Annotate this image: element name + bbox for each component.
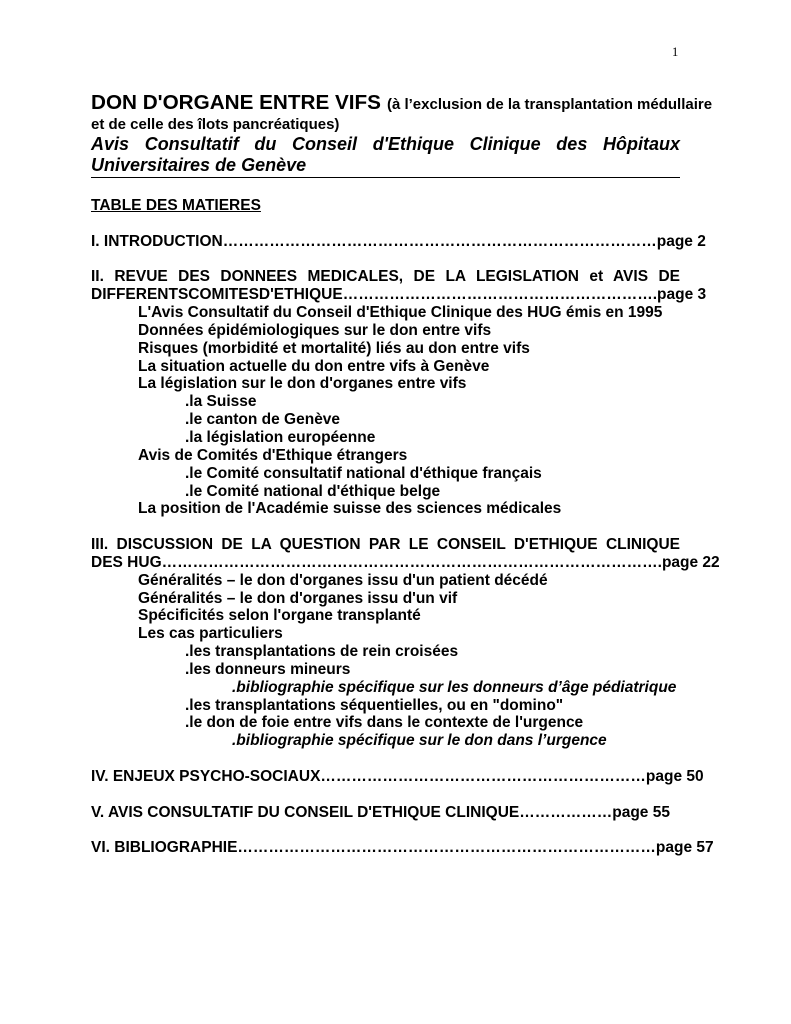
toc-subentry: La législation sur le don d'organes entre vifs bbox=[138, 375, 467, 393]
toc-entry-label: I. INTRODUCTION bbox=[91, 232, 223, 250]
toc-subentry: Généralités – le don d'organes issu d'un patient décédé bbox=[138, 571, 548, 589]
toc-subentry: Spécificités selon l'organe transplanté bbox=[138, 607, 421, 625]
toc-page-ref: page 2 bbox=[656, 232, 706, 250]
toc-entry-revue bbox=[91, 286, 707, 304]
toc-entry-label: DES HUG bbox=[91, 553, 162, 571]
toc-page-ref: page 55 bbox=[612, 803, 670, 821]
toc-entry-label: VI. BIBLIOGRAPHIE bbox=[91, 839, 238, 857]
toc-subsubentry: .le don de foie entre vifs dans le contexte de l'urgence bbox=[185, 714, 584, 732]
toc-entry-label: DIFFERENTSCOMITESD'ETHIQUE bbox=[91, 286, 343, 304]
toc-subentry: Avis de Comités d'Ethique étrangers bbox=[138, 446, 408, 464]
toc-page-ref: page 3 bbox=[657, 286, 707, 304]
document-header bbox=[91, 91, 713, 178]
toc-entry-introduction bbox=[91, 232, 706, 251]
toc-page-ref: page 22 bbox=[661, 553, 720, 571]
toc-leader: ……………………………………………………………………… bbox=[237, 839, 656, 857]
toc-entry-bibliographie bbox=[91, 839, 714, 857]
document-title: DON D'ORGANE ENTRE VIFS bbox=[91, 91, 381, 114]
toc-entry-discussion bbox=[91, 553, 720, 572]
toc-subentry: Les cas particuliers bbox=[138, 625, 283, 643]
toc-page-ref: page 50 bbox=[645, 768, 704, 785]
toc-subsubentry: .le Comité national d'éthique belge bbox=[185, 482, 441, 500]
toc-subsubentry: .le canton de Genève bbox=[185, 411, 341, 429]
toc-section-title: III. DISCUSSION DE LA QUESTION PAR LE CONSEIL D'ETHIQUE CLINIQUE bbox=[91, 536, 680, 554]
toc-entry-avis-consultatif bbox=[91, 804, 680, 822]
toc-heading: TABLE DES MATIERES bbox=[91, 197, 261, 214]
header-divider bbox=[91, 177, 680, 178]
toc-subentry: La situation actuelle du don entre vifs à Genève bbox=[138, 357, 490, 375]
toc-entry-label: IV. ENJEUX PSYCHO-SOCIAUX bbox=[91, 768, 321, 785]
toc-subsubentry: .les transplantations de rein croisées bbox=[185, 643, 459, 661]
title-row bbox=[91, 91, 713, 115]
toc-section-title: II. REVUE DES DONNEES MEDICALES, DE LA LEGISLATION et AVIS DE bbox=[91, 268, 680, 286]
document-subtitle: (à l’exclusion de la transplantation médullaire bbox=[386, 96, 713, 113]
toc-leader: ……………………………………………………………………………………. bbox=[161, 553, 662, 571]
toc-subentry: Risques (morbidité et mortalité) liés au don entre vifs bbox=[138, 339, 530, 357]
toc-subsubentry: .le Comité consultatif national d'éthique français bbox=[185, 464, 542, 482]
toc-subsubentry: .la législation européenne bbox=[185, 428, 376, 446]
document-subtitle-continued: et de celle des îlots pancréatiques) bbox=[91, 116, 340, 133]
table-of-contents bbox=[91, 197, 720, 857]
committee-title-continued: Universitaires de Genève bbox=[91, 155, 307, 175]
committee-title: Avis Consultatif du Conseil d'Ethique Clinique des Hôpitaux bbox=[91, 134, 680, 154]
toc-subsubentry: .les transplantations séquentielles, ou en "domino" bbox=[185, 696, 564, 714]
toc-subentry: La position de l'Académie suisse des sciences médicales bbox=[138, 500, 562, 518]
toc-subentry: Données épidémiologiques sur le don entre vifs bbox=[138, 321, 492, 339]
toc-leader: ……………………………………………………… bbox=[320, 768, 646, 785]
toc-subsubentry: .la Suisse bbox=[185, 393, 257, 411]
toc-entry-label: V. AVIS CONSULTATIF DU CONSEIL D'ETHIQUE CLINIQUE bbox=[91, 803, 520, 821]
toc-leader: ……………… bbox=[519, 803, 613, 821]
toc-subentry: Généralités – le don d'organes issu d'un vif bbox=[138, 589, 458, 607]
toc-bibliography-note: .bibliographie spécifique sur les donneurs d’âge pédiatrique bbox=[232, 678, 677, 696]
toc-leader: ……………………………………………………. bbox=[342, 286, 658, 304]
toc-leader: ………………………………………………………………………… bbox=[222, 232, 657, 250]
toc-bibliography-note: .bibliographie spécifique sur le don dans l’urgence bbox=[232, 732, 607, 750]
toc-page-ref: page 57 bbox=[655, 839, 714, 857]
toc-subentry: L'Avis Consultatif du Conseil d'Ethique Clinique des HUG émis en 1995 bbox=[138, 304, 663, 322]
page-number: 1 bbox=[672, 45, 679, 59]
toc-entry-enjeux bbox=[91, 768, 704, 786]
toc-subsubentry: .les donneurs mineurs bbox=[185, 660, 351, 678]
